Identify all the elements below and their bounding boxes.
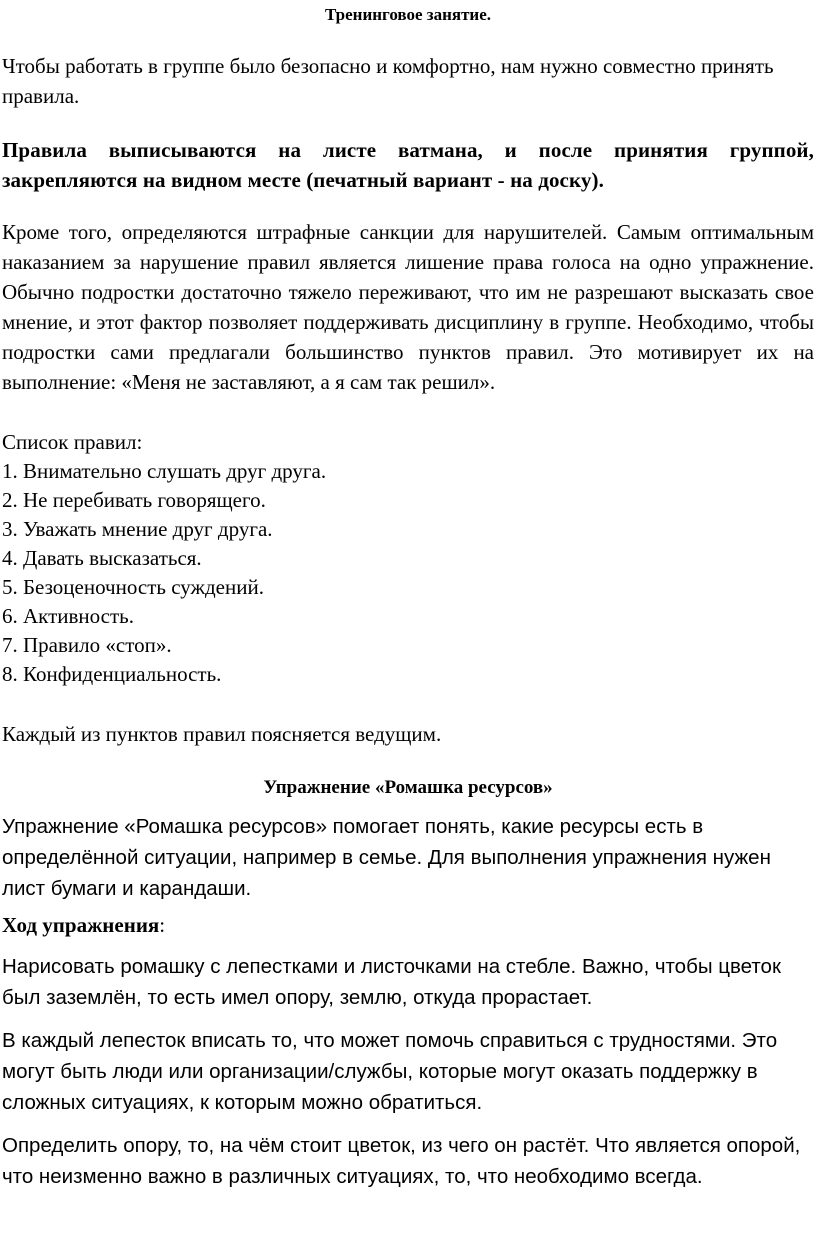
document-title: Тренинговое занятие.	[324, 5, 492, 24]
exercise-step: В каждый лепесток вписать то, что может помочь справиться с трудностями. Это могут быть люди или организации/службы, которые могут оказать поддержку в сложных ситуациях, к которым можно обратиться.	[2, 1029, 778, 1114]
rules-list	[0, 457, 816, 689]
rule-item: 6. Активность.	[2, 604, 135, 628]
exercise-progress-label: Ход упражнения	[2, 913, 160, 937]
exercise-progress-colon: :	[159, 913, 166, 937]
rules-list-heading: Список правил:	[2, 430, 143, 454]
exercise-step: Определить опору, то, на чём стоит цветок, из чего он растёт. Что является опорой, что неизменно важно в различных ситуациях, то, что необходимо всегда.	[2, 1134, 801, 1188]
rule-item: 7. Правило «стоп».	[2, 633, 172, 657]
rule-item: 2. Не перебивать говорящего.	[2, 488, 266, 512]
intro-paragraph: Чтобы работать в группе было безопасно и комфортно, нам нужно совместно принять правила.	[2, 54, 774, 108]
exercise-description: Упражнение «Ромашка ресурсов» помогает понять, какие ресурсы есть в определённой ситуации, например в семье. Для выполнения упражнения нужен лист бумаги и карандаши.	[2, 815, 771, 900]
rule-item: 4. Давать высказаться.	[2, 546, 202, 570]
exercise-progress-heading	[0, 910, 816, 941]
rule-item: 3. Уважать мнение друг друга.	[2, 517, 273, 541]
rules-note-paragraph: Правила выписываются на листе ватмана, и после принятия группой, закрепляются на видном месте (печатный вариант - на доску).	[2, 138, 814, 192]
rules-footer-paragraph: Каждый из пунктов правил поясняется ведущим.	[2, 722, 442, 746]
rule-item: 5. Безоценочность суждений.	[2, 575, 264, 599]
rule-item: 8. Конфиденциальность.	[2, 662, 222, 686]
exercise-step: Нарисовать ромашку с лепестками и листочками на стебле. Важно, чтобы цветок был заземлён, то есть имел опору, землю, откуда прорастает.	[2, 955, 781, 1009]
sanctions-paragraph: Кроме того, определяются штрафные санкции для нарушителей. Самым оптимальным наказанием за нарушение правил является лишение права голоса на одно упражнение. Обычно подростки достаточно тяжело переживают, что им не разрешают высказать свое мнение, и этот фактор позволяет поддерживать дисциплину в группе. Необходимо, чтобы подростки сами предлагали большинство пунктов правил. Это мотивирует их на выполнение: «Меня не заставляют, а я сам так решил».	[2, 220, 814, 394]
rule-item: 1. Внимательно слушать друг друга.	[2, 459, 327, 483]
exercise-title: Упражнение «Ромашка ресурсов»	[263, 777, 553, 798]
